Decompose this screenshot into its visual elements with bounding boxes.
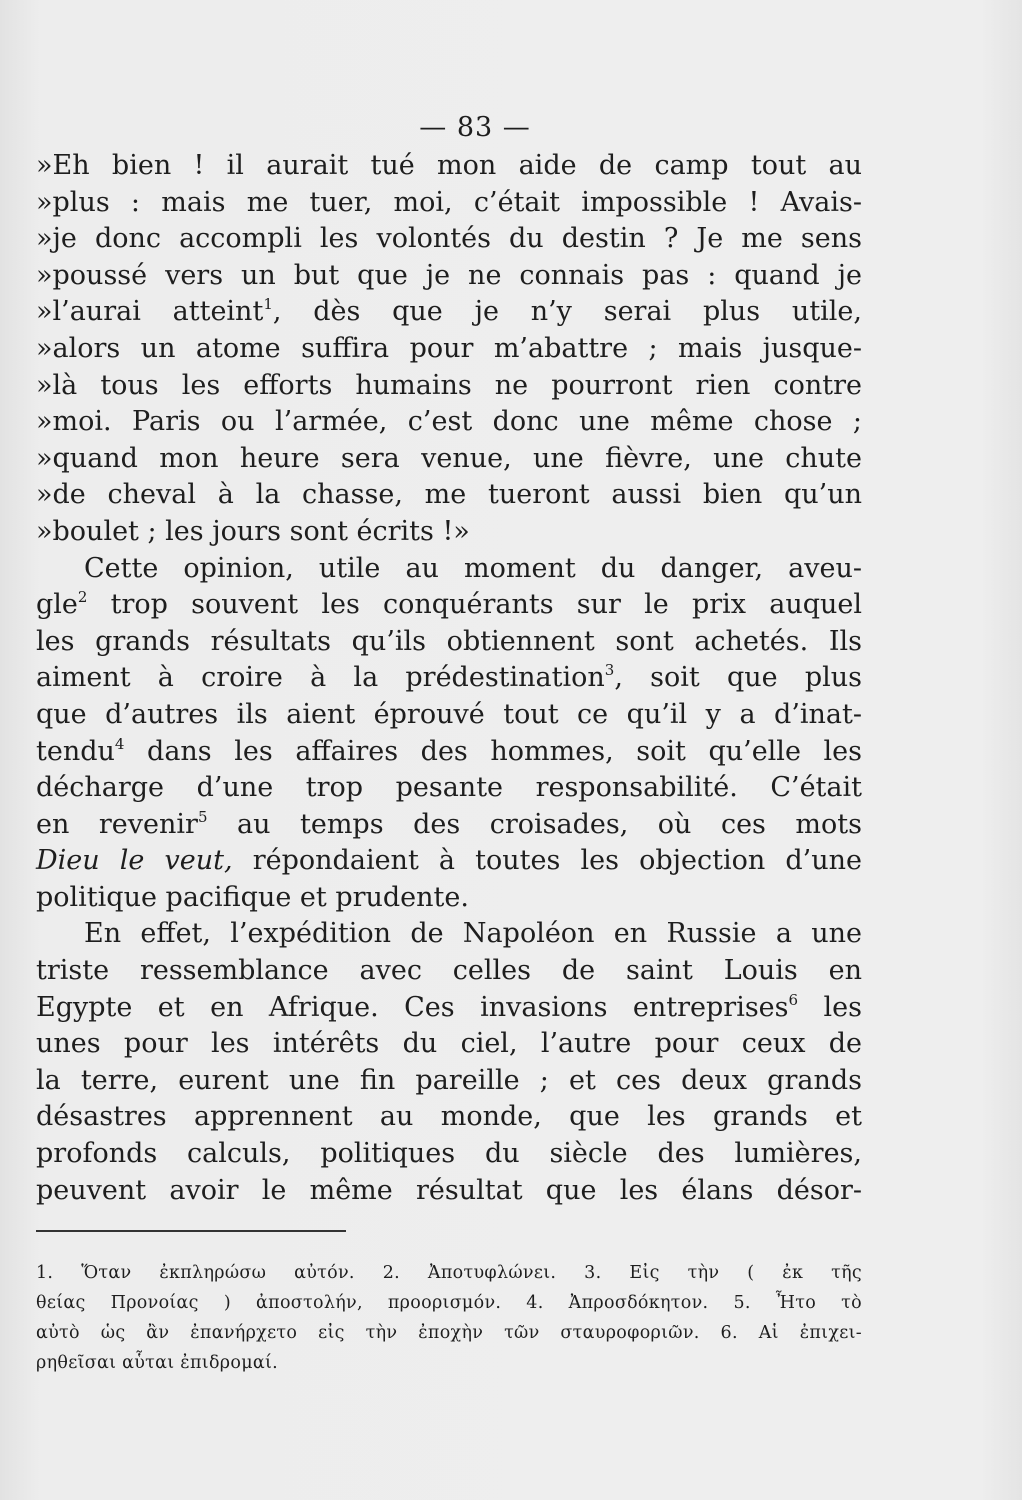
footnote-marker: 5 — [197, 807, 208, 826]
page-number: — 83 — — [419, 112, 531, 143]
text-line — [36, 843, 862, 880]
text-line: »quand mon heure sera venue, une fièvre, une chute — [36, 442, 862, 474]
text-segment: aiment à croire à la prédestination — [36, 662, 605, 694]
text-segment: dans les affaires des hommes, soit qu’elle les — [124, 735, 862, 767]
footnote-marker: 2 — [77, 588, 88, 607]
text-line: »de cheval à la chasse, me tueront aussi bien qu’un — [36, 479, 862, 511]
footnote-marker: 6 — [788, 990, 799, 1009]
text-line: les grands résultats qu’ils obtiennent sont achetés. Ils — [36, 625, 862, 657]
footnote-line: 1. Ὅταν ἐκπληρώσω αὐτόν. 2. Ἀποτυφλώνει. 3. Εἰς τὴν ( ἐκ τῆς — [36, 1263, 862, 1283]
text-line: »plus : mais me tuer, moi, c’était impossible ! Avais- — [36, 186, 862, 218]
text-segment: Egypte et en Afrique. Ces invasions entreprises — [36, 991, 789, 1023]
text-line — [36, 990, 862, 1027]
footnote-separator — [36, 1230, 346, 1232]
footnote-line: ρηθεῖσαι αὗται ἐπιδρομαί. — [36, 1353, 279, 1373]
footnote-marker: 3 — [604, 661, 615, 680]
text-line — [36, 294, 862, 331]
footnote-marker: 4 — [114, 734, 125, 753]
text-segment: tendu — [36, 735, 115, 767]
text-line: décharge d’une trop pesante responsabilité. C’était — [36, 772, 862, 804]
text-line: »Eh bien ! il aurait tué mon aide de camp tout au — [36, 150, 862, 181]
text-segment: , dès que je n’y serai plus utile, — [272, 296, 862, 328]
text-segment: »l’aurai atteint — [36, 296, 264, 328]
text-line: peuvent avoir le même résultat que les élans désor- — [36, 1174, 862, 1206]
text-segment: les — [798, 991, 862, 1023]
footnotes — [36, 1258, 862, 1378]
text-line — [36, 660, 862, 697]
text-line: désastres apprennent au monde, que les grands et — [36, 1101, 862, 1133]
footnote-line: θείας Προνοίας ) ἀποστολήν, προορισμόν. 4. Ἀπροσδόκητον. 5. Ἦτο τὸ — [36, 1293, 862, 1313]
text-line: »poussé vers un but que je ne connais pas : quand je — [36, 259, 862, 291]
text-line: »moi. Paris ou l’armée, c’est donc une même chose ; — [36, 406, 862, 438]
text-line: »là tous les efforts humains ne pourront rien contre — [36, 369, 862, 401]
text-line: triste ressemblance avec celles de saint Louis en — [36, 955, 862, 987]
text-segment: trop souvent les conquérants sur le prix auquel — [87, 589, 862, 621]
text-line: »boulet ; les jours sont écrits !» — [36, 515, 470, 547]
text-line: la terre, eurent une fin pareille ; et ces deux grands — [36, 1064, 862, 1096]
text-line: unes pour les intérêts du ciel, l’autre pour ceux de — [36, 1028, 862, 1060]
text-line: En effet, l’expédition de Napoléon en Russie a une — [84, 918, 862, 950]
text-segment: répondaient à toutes les objection d’une — [232, 845, 863, 877]
text-line: que d’autres ils aient éprouvé tout ce qu’il y a d’inat- — [36, 698, 862, 730]
text-line: profonds calculs, politiques du siècle des lumières, — [36, 1138, 862, 1170]
italic-phrase: Dieu le veut, — [36, 845, 233, 877]
text-line: »je donc accompli les volontés du destin ? Je me sens — [36, 223, 862, 255]
footnote-marker: 1 — [263, 295, 273, 314]
text-line: »alors un atome suffira pour m’abattre ; mais jusque- — [36, 332, 862, 364]
body-text — [36, 148, 862, 1209]
text-segment: , soit que plus — [614, 662, 862, 694]
text-line: Cette opinion, utile au moment du danger, aveu- — [84, 552, 862, 584]
text-segment: au temps des croisades, où ces mots — [207, 808, 862, 840]
text-segment: gle — [36, 589, 78, 621]
text-segment: en revenir — [36, 808, 198, 840]
text-line — [36, 734, 862, 771]
text-line: politique pacifique et prudente. — [36, 881, 469, 913]
text-line — [36, 587, 862, 624]
text-line — [36, 807, 862, 844]
footnote-line: αὐτὸ ὡς ἂν ἐπανήρχετο εἰς τὴν ἐποχὴν τῶν σταυροφοριῶν. 6. Αἱ ἐπιχει- — [36, 1323, 862, 1343]
